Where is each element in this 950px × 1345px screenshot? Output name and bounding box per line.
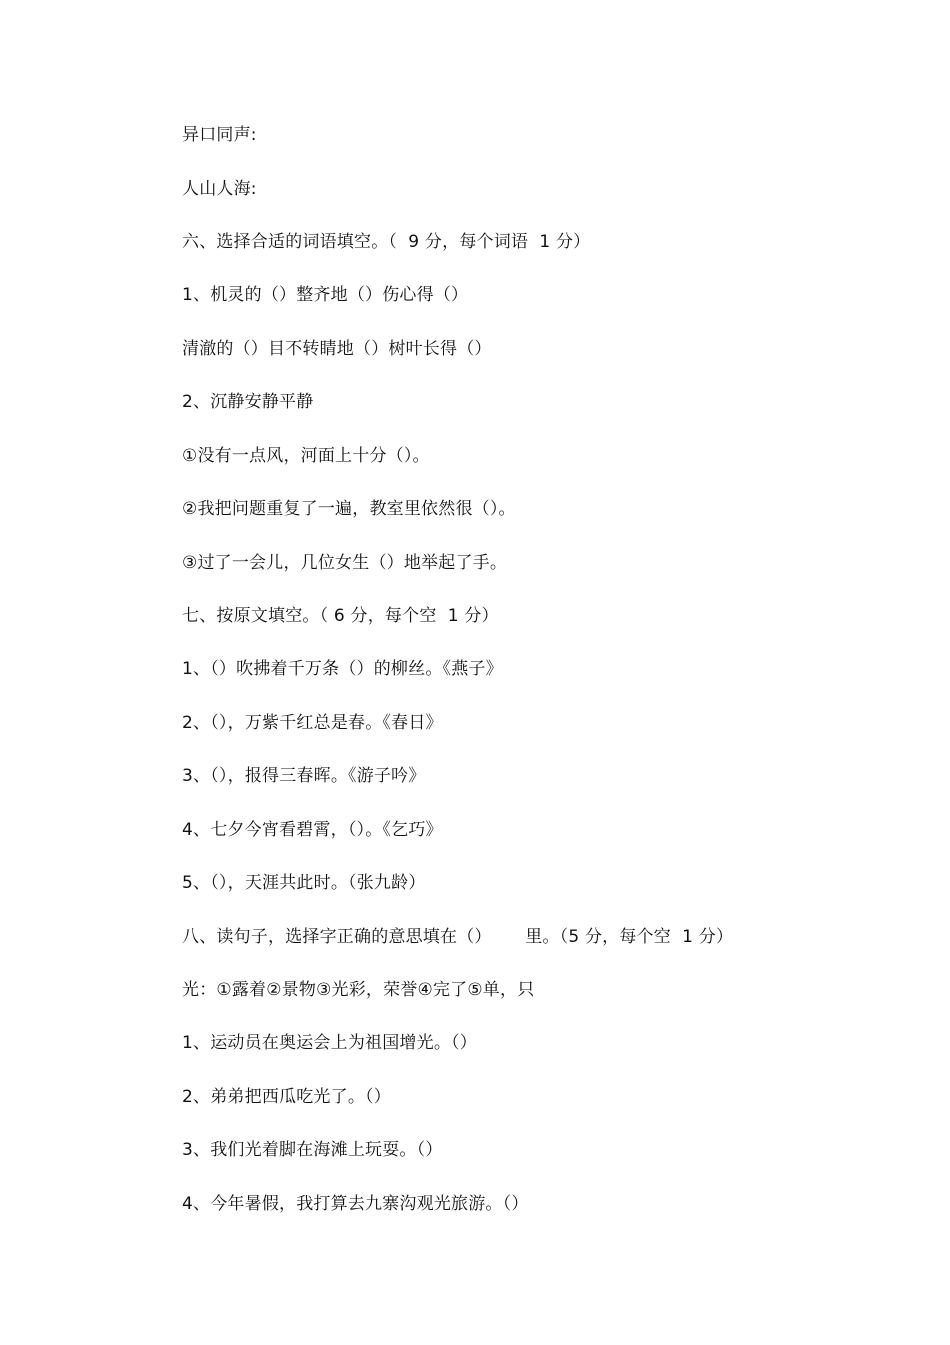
term-renshanrenhai: 人山人海: xyxy=(182,179,257,199)
section-6-sentence-3: ③过了一会儿，几位女生（）地举起了手。 xyxy=(182,553,508,573)
section-6-sentence-2: ②我把问题重复了一遍，教室里依然很（）。 xyxy=(182,499,516,519)
section-8-item-3: 3、我们光着脚在海滩上玩耍。（） xyxy=(182,1140,443,1160)
section-8-item-4: 4、今年暑假，我打算去九寨沟观光旅游。（） xyxy=(182,1194,529,1214)
section-7-item-1: 1、（）吹拂着千万条（）的柳丝。《燕子》 xyxy=(182,659,503,679)
section-7-item-2: 2、（），万紫千红总是春。《春日》 xyxy=(182,713,443,733)
section-7-item-5: 5、（），天涯共此时。（张九龄） xyxy=(182,873,426,893)
section-7-heading: 七、按原文填空。（ 6 分，每个空 1 分） xyxy=(182,606,499,626)
section-7-item-3: 3、（），报得三春晖。《游子吟》 xyxy=(182,766,426,786)
section-8-item-2: 2、弟弟把西瓜吃光了。（） xyxy=(182,1087,391,1107)
section-7-item-4: 4、七夕今宵看碧霄，（）。《乞巧》 xyxy=(182,820,443,840)
section-8-item-1: 1、运动员在奥运会上为祖国增光。（） xyxy=(182,1033,477,1053)
section-6-sentence-1: ①没有一点风，河面上十分（）。 xyxy=(182,446,430,466)
section-8-definitions: 光：①露着②景物③光彩，荣誉④完了⑤单，只 xyxy=(182,980,535,1000)
term-yikoutongsheng: 异口同声: xyxy=(182,125,257,145)
section-6-item-1-cont: 清澈的（）目不转睛地（）树叶长得（） xyxy=(182,339,492,359)
section-8-heading: 八、读句子，选择字正确的意思填在（） 里。（5 分，每个空 1 分） xyxy=(182,927,734,947)
section-6-heading: 六、选择合适的词语填空。（ 9 分，每个词语 1 分） xyxy=(182,232,591,252)
section-6-item-2: 2、沉静安静平静 xyxy=(182,392,314,412)
section-6-item-1: 1、机灵的（）整齐地（）伤心得（） xyxy=(182,285,469,305)
